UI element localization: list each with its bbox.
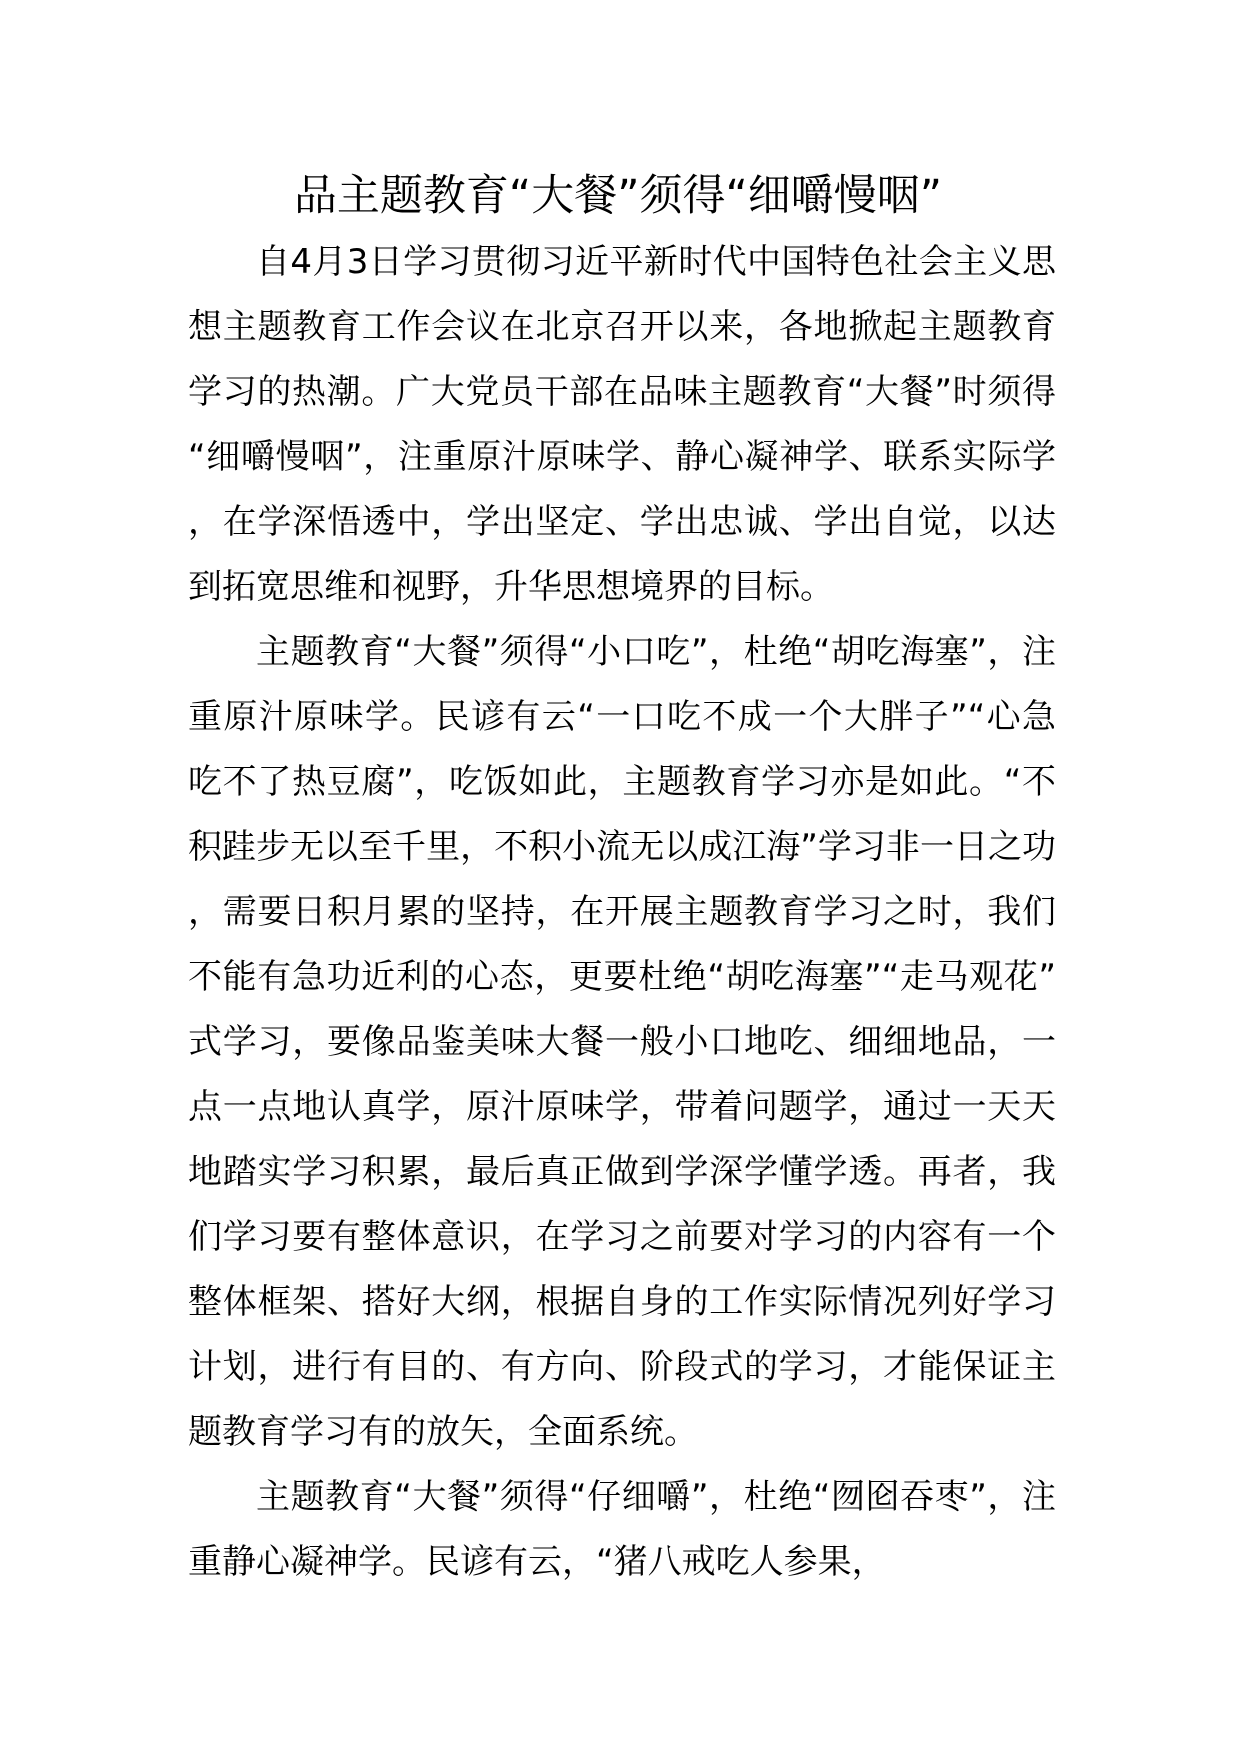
paragraph-small-bites: 主题教育“大餐”须得“小口吃”，杜绝“胡吃海塞”，注重原汁原味学。民谚有云“一口吃不成一个大胖子”“心急吃不了热豆腐”，吃饭如此，主题教育学习亦是如此。“不积跬步无以至千里，不积小流无以成江海”学习非一日之功，需要日积月累的坚持，在开展主题教育学习之时，我们不能有急功近利的心态，更要杜绝“胡吃海塞”“走马观花”式学习，要像品鉴美味大餐一般小口地吃、细细地品，一点一点地认真学，原汁原味学，带着问题学，通过一天天地踏实学习积累，最后真正做到学深学懂学透。再者，我们学习要有整体意识，在学习之前要对学习的内容有一个整体框架、搭好大纲，根据自身的工作实际情况列好学习计划，进行有目的、有方向、阶段式的学习，才能保证主题教育学习有的放矢，全面系统。: [188, 632, 1056, 1452]
paragraph-chew-carefully: 主题教育“大餐”须得“仔细嚼”，杜绝“囫囵吞枣”，注重静心凝神学。民谚有云，“猪八戒吃人参果，: [188, 1477, 1056, 1582]
paragraph-intro: 自4月3日学习贯彻习近平新时代中国特色社会主义思想主题教育工作会议在北京召开以来，各地掀起主题教育学习的热潮。广大党员干部在品味主题教育“大餐”时须得“细嚼慢咽”，注重原汁原味学、静心凝神学、联系实际学，在学深悟透中，学出坚定、学出忠诚、学出自觉，以达到拓宽思维和视野，升华思想境界的目标。: [188, 242, 1056, 607]
document-body: [188, 230, 1056, 1595]
document-title: 品主题教育“大餐”须得“细嚼慢咽”: [293, 171, 943, 221]
